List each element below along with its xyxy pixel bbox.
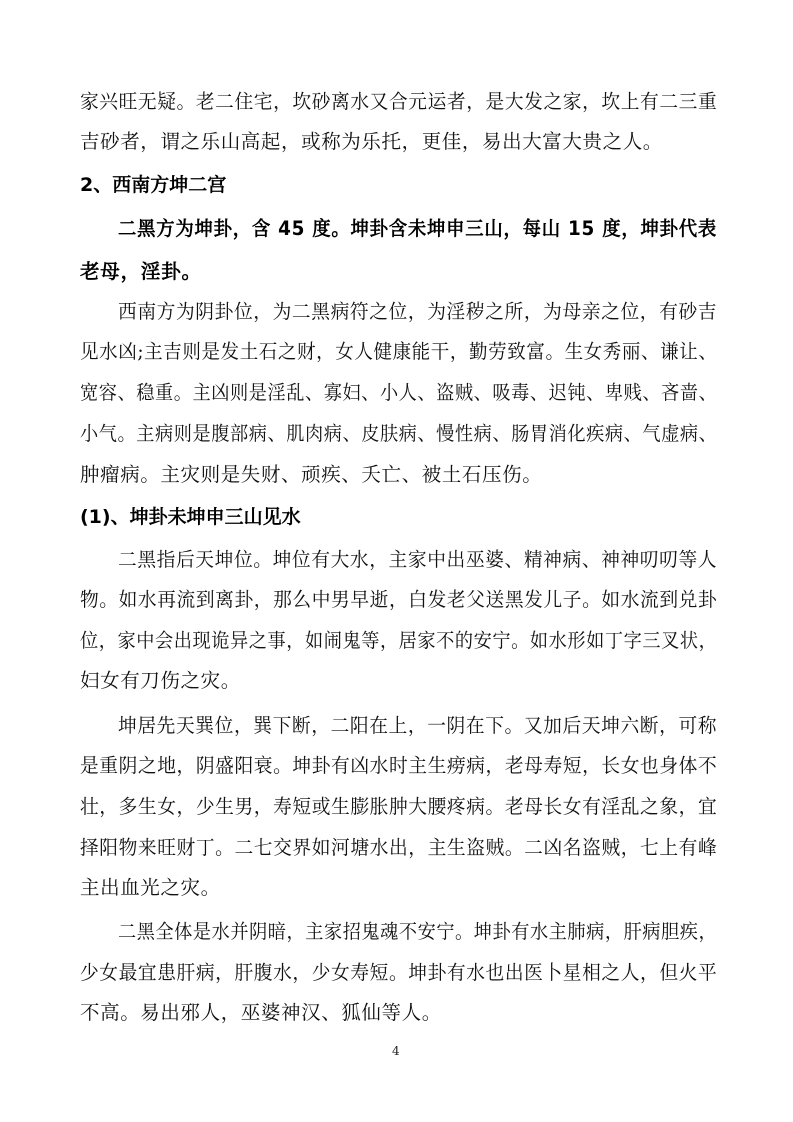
text-line: 吉砂者，谓之乐山高起，或称为乐托，更佳，易出大富大贵之人。 xyxy=(80,130,663,153)
text-line: 壮，多生女，少生男，寿短或生膨胀肿大腰疼病。老母长女有淫乱之象，宜 xyxy=(80,795,718,818)
text-line: 二黑全体是水并阴暗，主家招鬼魂不安宁。坤卦有水主肺病，肝病胆疾， xyxy=(118,920,718,943)
text-line: 二黑指后天坤位。坤位有大水，主家中出巫婆、精神病、神神叨叨等人 xyxy=(118,548,718,571)
text-line: 坤居先天巽位，巽下断，二阳在上，一阴在下。又加后天坤六断，可称 xyxy=(118,714,718,737)
section-heading: 2、西南方坤二宫 xyxy=(80,174,227,196)
text-line: 不高。易出邪人，巫婆神汉、狐仙等人。 xyxy=(80,1001,442,1024)
page-number: 4 xyxy=(392,1044,400,1058)
subsection-heading: (1)、坤卦未坤申三山见水 xyxy=(80,506,301,528)
text-line: 位，家中会出现诡异之事，如闹鬼等，居家不的安宁。如水形如丁字三叉状， xyxy=(80,629,718,652)
bold-text-line: 老母，淫卦。 xyxy=(80,260,202,283)
text-line: 少女最宜患肝病，肝腹水，少女寿短。坤卦有水也出医卜星相之人，但火平 xyxy=(80,961,718,984)
text-line: 是重阴之地，阴盛阳衰。坤卦有凶水时主生痨病，老母寿短，长女也身体不 xyxy=(80,754,718,777)
text-line: 见水凶;主吉则是发土石之财，女人健康能干，勤劳致富。生女秀丽、谦让、 xyxy=(80,340,718,363)
text-line: 妇女有刀伤之灾。 xyxy=(80,669,241,692)
text-line: 择阳物来旺财丁。二七交界如河塘水出，主生盗贼。二凶名盗贼，七上有峰 xyxy=(80,836,718,859)
text-line: 家兴旺无疑。老二住宅，坎砂离水又合元运者，是大发之家，坎上有二三重 xyxy=(80,90,718,113)
bold-text-line: 二黑方为坤卦，含 45 度。坤卦含未坤申三山，每山 15 度，坤卦代表 xyxy=(118,217,717,240)
text-line: 小气。主病则是腹部病、肌肉病、皮肤病、慢性病、肠胃消化疾病、气虚病、 xyxy=(80,422,718,445)
text-line: 西南方为阴卦位，为二黑病符之位，为淫秽之所，为母亲之位，有砂吉 xyxy=(118,300,718,323)
text-line: 物。如水再流到离卦，那么中男早逝，白发老父送黑发儿子。如水流到兑卦 xyxy=(80,588,718,611)
text-line: 肿瘤病。主灾则是失财、顽疾、夭亡、被土石压伤。 xyxy=(80,463,543,486)
text-line: 主出血光之灾。 xyxy=(80,876,221,899)
text-line: 宽容、稳重。主凶则是淫乱、寡妇、小人、盗贼、吸毒、迟钝、卑贱、吝啬、 xyxy=(80,381,718,404)
